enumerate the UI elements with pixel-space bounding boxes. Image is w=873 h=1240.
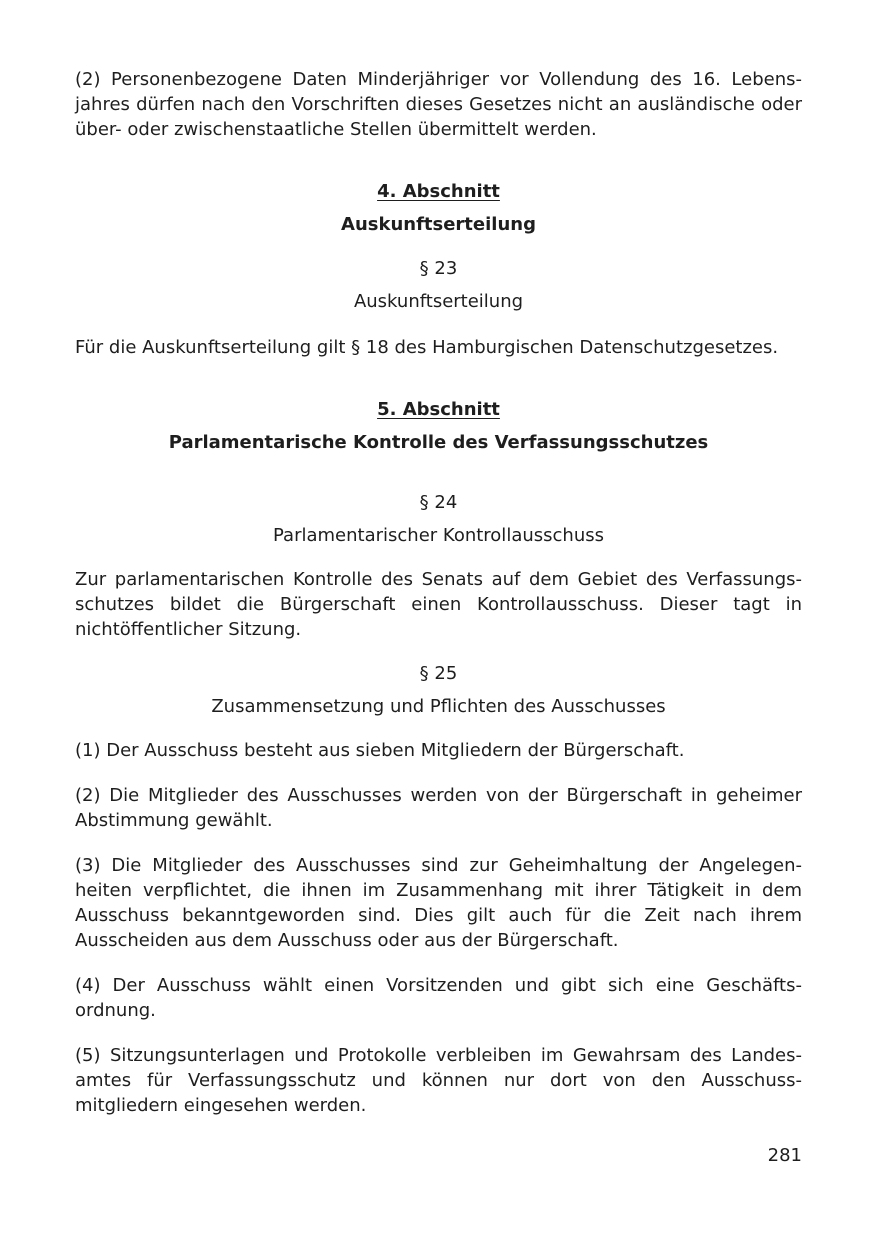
paragraph-24-text: Zur parlamentarischen Kontrolle des Senats auf dem Gebiet des Verfassungsschutzes bildet die Bürgerschaft einen Kontrollausschuss. Dieser tagt in nichtöffentlicher Sitzung. — [75, 569, 802, 640]
paragraph-23-title: Auskunftserteilung — [353, 291, 524, 312]
paragraph-25-title: Zusammensetzung und Pflichten des Ausschusses — [211, 696, 666, 717]
page-number: 281 — [767, 1145, 802, 1166]
paragraph-25-4: (4) Der Ausschuss wählt einen Vorsitzenden und gibt sich eine Geschäftsordnung. — [75, 975, 802, 1021]
paragraph-24-title: Parlamentarischer Kontrollausschuss — [273, 525, 604, 546]
paragraph-24-number: § 24 — [419, 492, 458, 513]
paragraph-23-number: § 23 — [419, 258, 458, 279]
paragraph-23-text: Für die Auskunftserteilung gilt § 18 des Hamburgischen Datenschutzgesetzes. — [75, 337, 779, 358]
section-5-title: Parlamentarische Kontrolle des Verfassungsschutzes — [168, 432, 709, 453]
paragraph-25-number: § 25 — [419, 663, 458, 684]
document-page — [75, 67, 802, 1118]
paragraph-25-5: (5) Sitzungsunterlagen und Protokolle verbleiben im Gewahrsam des Landesamtes für Verfassungsschutz und können nur dort von den Ausschussmitgliedern eingesehen werden. — [75, 1045, 802, 1116]
paragraph-25-1: (1) Der Ausschuss besteht aus sieben Mitgliedern der Bürgerschaft. — [75, 740, 685, 761]
section-4-title: Auskunftserteilung — [341, 214, 536, 235]
paragraph-22-2: (2) Personenbezogene Daten Minderjähriger vor Vollendung des 16. Lebensjahres dürfen nach den Vorschriften dieses Gesetzes nicht an ausländische oder über- oder zwischenstaatliche Stellen übermittelt werden. — [75, 69, 802, 140]
section-5-heading: 5. Abschnitt — [377, 399, 500, 420]
section-4-heading: 4. Abschnitt — [377, 181, 500, 202]
paragraph-25-3: (3) Die Mitglieder des Ausschusses sind zur Geheimhaltung der Angelegenheiten verpflichtet, die ihnen im Zusammenhang mit ihrer Tätigkeit in dem Ausschuss bekanntgeworden sind. Dies gilt auch für die Zeit nach ihrem Ausscheiden aus dem Ausschuss oder aus der Bürgerschaft. — [75, 855, 802, 951]
paragraph-25-2: (2) Die Mitglieder des Ausschusses werden von der Bürgerschaft in geheimer Abstimmung gewählt. — [75, 785, 802, 831]
